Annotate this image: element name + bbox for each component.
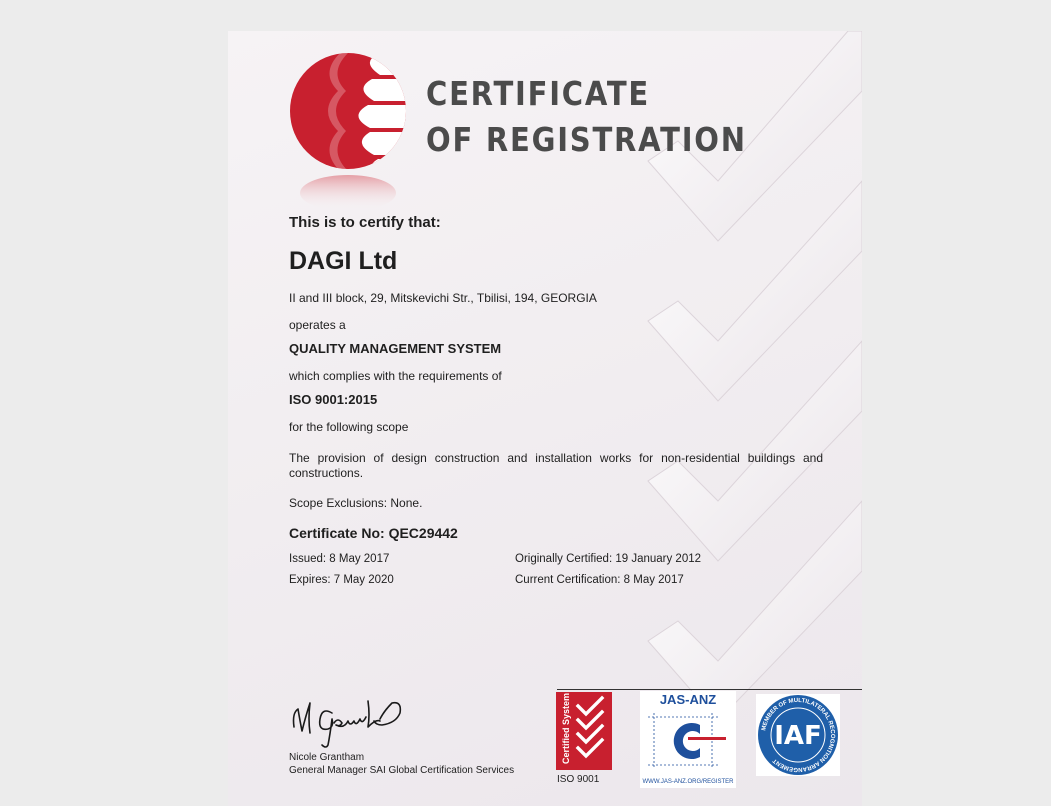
sai-global-logo-icon: [288, 53, 412, 213]
scope-text: The provision of design construction and installation works for non-residential buildings and constructions.: [289, 451, 823, 480]
iso-standard: ISO 9001:2015: [289, 392, 378, 407]
jas-anz-url: WWW.JAS-ANZ.ORG/REGISTER: [642, 779, 734, 785]
iaf-text: IAF: [774, 721, 822, 751]
certified-iso-text: ISO 9001: [557, 774, 600, 784]
jas-anz-mark-icon: [640, 691, 736, 788]
signatory-role: General Manager SAI Global Certification Services: [289, 765, 515, 776]
signature-icon: [288, 689, 406, 751]
certificate-title: [426, 71, 747, 163]
signatory-name: Nicole Grantham: [289, 752, 365, 763]
title-line-1: CERTIFICATE: [426, 74, 651, 113]
expiry-date: Expires: 7 May 2020: [289, 574, 394, 586]
certificate-page: [228, 31, 862, 806]
certificate-number: Certificate No: QEC29442: [289, 525, 458, 541]
issued-date: Issued: 8 May 2017: [289, 553, 390, 565]
complies-text: which complies with the requirements of: [289, 369, 502, 383]
scope-lead: for the following scope: [289, 420, 409, 434]
current-certification-date: Current Certification: 8 May 2017: [515, 574, 684, 586]
scope-exclusions: Scope Exclusions: None.: [289, 496, 423, 510]
management-system: QUALITY MANAGEMENT SYSTEM: [289, 341, 502, 356]
certified-system-text: Certified System: [561, 692, 571, 764]
iaf-mark-icon: [756, 694, 840, 776]
logos-divider: [557, 689, 862, 690]
originally-certified-date: Originally Certified: 19 January 2012: [515, 553, 702, 565]
jas-anz-text: JAS-ANZ: [659, 692, 717, 707]
operates-text: operates a: [289, 318, 346, 332]
iaf-ring-text: MEMBER OF MULTILATERAL RECOGNITION ARRANGEMENT: [761, 697, 836, 773]
company-name: DAGI Ltd: [289, 247, 398, 275]
company-address: II and III block, 29, Mitskevichi Str., Tbilisi, 194, GEORGIA: [289, 291, 597, 305]
title-line-2: OF REGISTRATION: [426, 120, 747, 159]
certify-intro: This is to certify that:: [289, 214, 441, 231]
certified-system-mark-icon: [556, 692, 612, 784]
